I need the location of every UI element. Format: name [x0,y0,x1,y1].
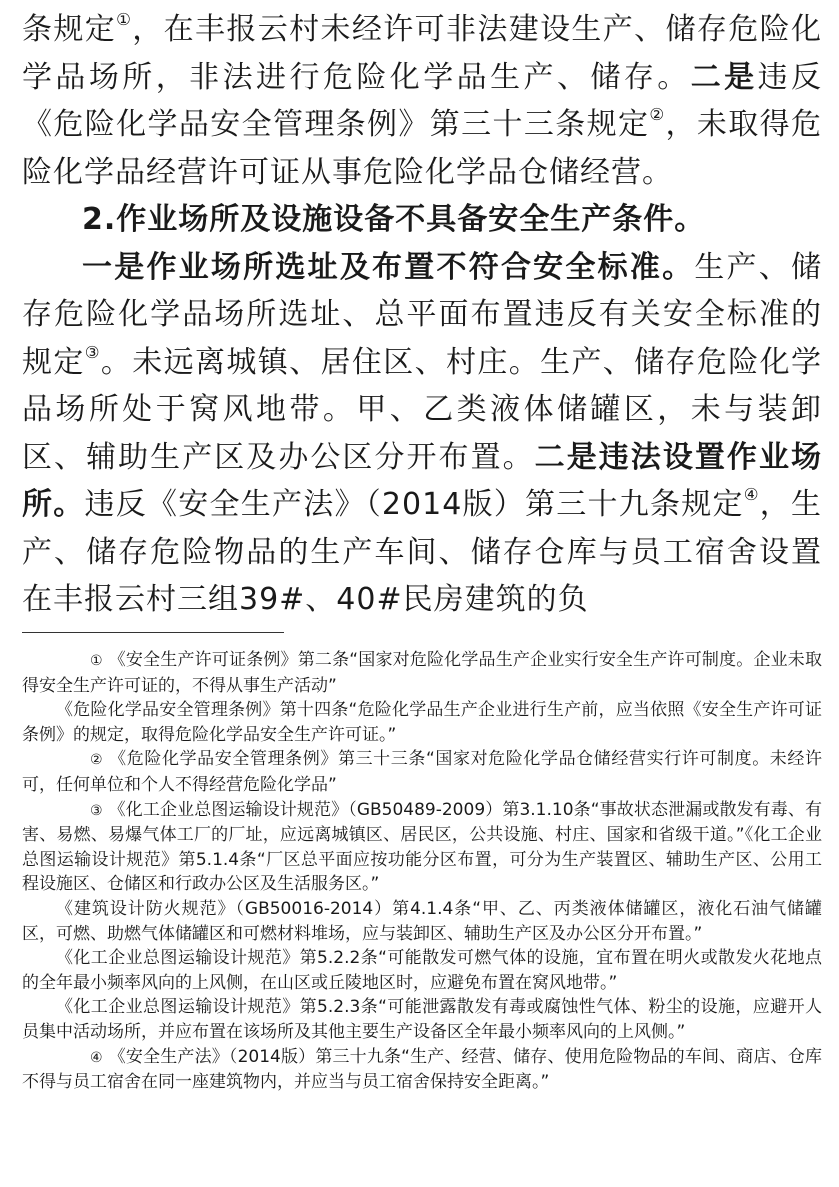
bold-text: 二是 [690,59,758,95]
footnote-ref-2[interactable]: ② [649,104,666,124]
footnote-1b: 《危险化学品安全管理条例》第十四条“危险化学品生产企业进行生产前，应当依照《安全生产许可证条例》的规定，取得危险化学品安全生产许可证。” [22,700,822,745]
footnote-4 [22,1045,822,1095]
text: 违反《安全生产法》（2014版）第三十九条规定 [84,487,744,522]
footnote-text: 《安全生产许可证条例》第二条“国家对危险化学品生产企业实行安全生产许可制度。企业未取得安全生产许可证的，不得从事生产活动” [22,650,822,696]
text: 。未远离城镇、居住区、村庄。生产、储存危险化学品场所处于窝风地带。甲、乙类液体储罐区，未与装卸区、辅助生产区及办公区分开布置。 [22,344,823,475]
footnote-2 [22,747,822,797]
footnote-ref-1[interactable]: ① [116,9,133,29]
footnote-3c: 《化工企业总图运输设计规范》第5.2.2条“可能散发可燃气体的设施，宜布置在明火或散发火花地点的全年最小频率风向的上风侧，在山区或丘陵地区时，应避免布置在窝风地带。” [22,948,822,993]
footnote-text: 《安全生产法》（2014版）第三十九条“生产、经营、储存、使用危险物品的车间、商店、仓库不得与员工宿舍在同一座建筑物内，并应当与员工宿舍保持安全距离。” [22,1046,822,1093]
section-heading: 2.作业场所及设施设备不具备安全生产条件。 [82,202,706,237]
footnote-3 [22,798,822,897]
footnote-3d: 《化工企业总图运输设计规范》第5.2.3条“可能泄露散发有毒或腐蚀性气体、粉尘的设施，应避开人员集中活动场所，并应布置在该场所及其他主要生产设备区全年最小频率风向的上风侧。” [22,997,822,1042]
footnote-ref-4[interactable]: ④ [743,484,760,504]
footnote-3b: 《建筑设计防火规范》（GB50016-2014）第4.1.4条“甲、乙、丙类液体储罐区，液化石油气储罐区，可燃、助燃气体储罐区和可燃材料堆场，应与装卸区、辅助生产区及办公区分开布置。” [22,898,822,944]
text: 生产、储存危险化学品场所选址、总平面布置违反有关安全标准的规定 [22,249,823,380]
text: ，生产、储存危险物品的生产车间、储存仓库与员工宿舍设置在丰报云村三组39#、40#民房建筑的负 [22,487,823,617]
footnote-mark: ① [90,653,103,669]
text: ，在丰报云村未经许可非法建设生产、储存危险化学品场所，非法进行危险化学品生产、储存。 [22,12,823,95]
footnote-mark: ② [90,752,103,769]
text: 违反《危险化学品安全管理条例》第三十三条规定 [22,59,823,142]
footnotes [22,648,822,1095]
footnote-mark: ③ [90,802,103,819]
bold-text: 二是违法设置作业场所。 [22,439,823,522]
main-text [22,6,822,624]
bold-text: 一是作业场所选址及布置不符合安全标准。 [82,249,695,285]
footnote-ref-3[interactable]: ③ [84,342,101,362]
text: 条规定 [22,12,117,47]
text: ，未取得危险化学品经营许可证从事危险化学品仓储经营。 [22,107,823,190]
footnote-divider [22,632,284,633]
footnote-text: 《危险化学品安全管理条例》第三十三条“国家对危险化学品仓储经营实行许可制度。未经许可，任何单位和个人不得经营危险化学品” [22,749,822,795]
footnote-mark: ④ [90,1049,103,1066]
footnote-1 [22,648,822,698]
paragraph-3 [22,244,822,624]
footnote-text: 《化工企业总图运输设计规范》（GB50489-2009）第3.1.10条“事故状态泄漏或散发有毒、有害、易燃、易爆气体工厂的厂址，应远离城镇区、居民区，公共设施、村庄、国家和省级干道。”《化工企业总图运输设计规范》第5.1.4条“厂区总平面应按功能分区布置，可分为生产装置区、辅助生产区、公用工程设施区、仓储区和行政办公区及生活服务区。” [22,799,822,895]
paragraph-1 [22,6,822,196]
